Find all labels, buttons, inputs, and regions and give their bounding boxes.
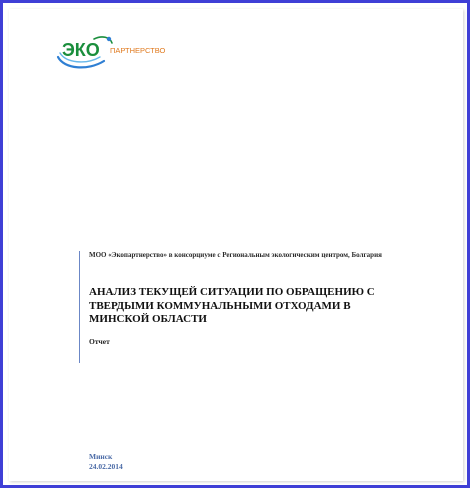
footer (89, 452, 209, 472)
document-type: Отчет (89, 337, 110, 346)
logo-primary-text: ЭКО (62, 40, 100, 60)
footer-city: Минск (89, 452, 113, 461)
organization-line: МОО «Экопартнерство» в консорциуме с Региональным экологическим центром, Болгария (89, 251, 382, 259)
document-page (9, 9, 463, 481)
ecopartnership-logo (54, 31, 184, 73)
title-block (79, 251, 409, 363)
logo-secondary-text: ПАРТНЕРСТВО (110, 46, 166, 55)
accent-rule (79, 251, 80, 363)
footer-date: 24.02.2014 (89, 462, 123, 471)
document-title: АНАЛИЗ ТЕКУЩЕЙ СИТУАЦИИ ПО ОБРАЩЕНИЮ С ТВЕРДЫМИ КОММУНАЛЬНЫМИ ОТХОДАМИ В МИНСКОЙ ОБЛАСТИ (89, 286, 375, 325)
